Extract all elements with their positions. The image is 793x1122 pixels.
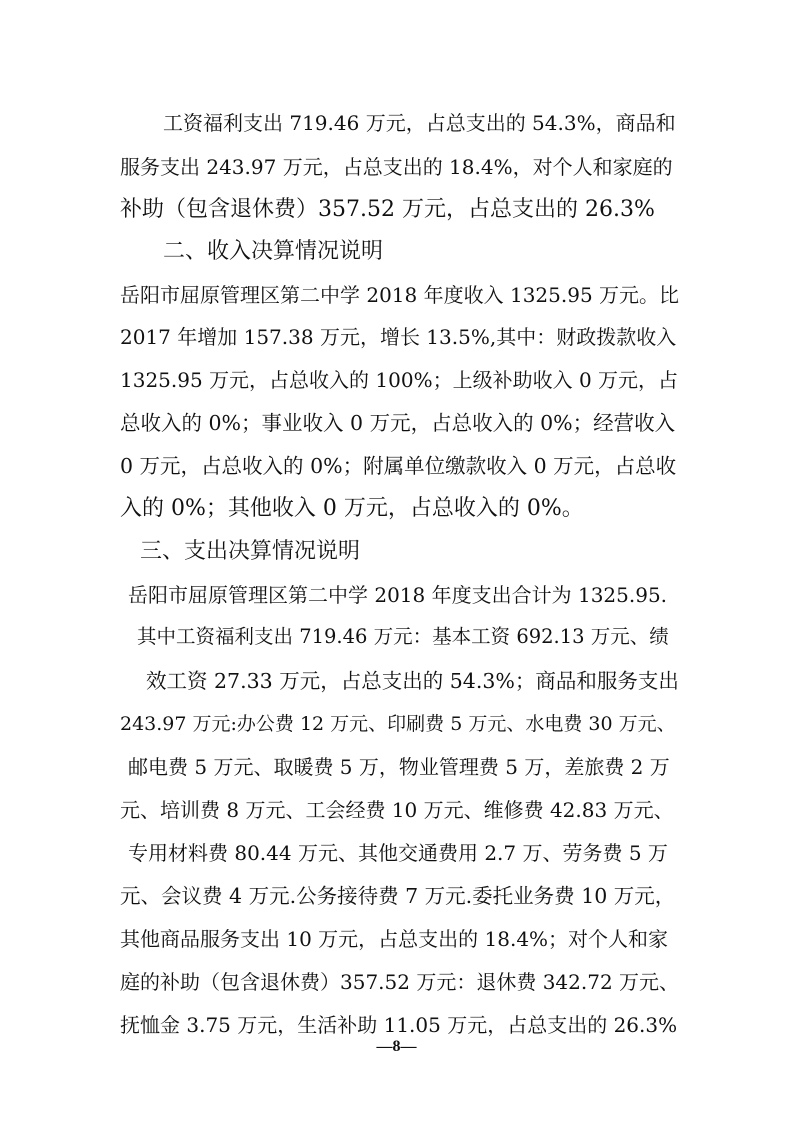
paragraph-line: 庭的补助（包含退休费）357.52 万元：退休费 342.72 万元、 <box>120 970 680 994</box>
paragraph-line: 邮电费 5 万元、取暖费 5 万，物业管理费 5 万，差旅费 2 万 <box>128 755 670 779</box>
paragraph-line: 0 万元，占总收入的 0%；附属单位缴款收入 0 万元，占总收 <box>120 454 677 478</box>
paragraph-line: 效工资 27.33 万元，占总支出的 54.3%；商品和服务支出 <box>146 669 679 693</box>
paragraph-line: 其中工资福利支出 719.46 万元：基本工资 692.13 万元、绩 <box>137 625 669 648</box>
paragraph-line: 专用材料费 80.44 万元、其他交通费用 2.7 万、劳务费 5 万 <box>128 841 668 865</box>
paragraph-line: 2017 年增加 157.38 万元，增长 13.5%,其中：财政拨款收入 <box>120 325 677 349</box>
paragraph-line: 抚恤金 3.75 万元，生活补助 11.05 万元，占总支出的 26.3% <box>120 1013 678 1037</box>
paragraph-line: 岳阳市屈原管理区第二中学 2018 年度收入 1325.95 万元。比 <box>120 283 680 307</box>
paragraph-line: 243.97 万元:办公费 12 万元、印刷费 5 万元、水电费 30 万元、 <box>120 713 676 735</box>
paragraph-line: 其他商品服务支出 10 万元，占总支出的 18.4%；对个人和家 <box>120 927 669 951</box>
paragraph-line: 入的 0%；其他收入 0 万元，占总收入的 0%。 <box>120 496 584 521</box>
paragraph-line: 总收入的 0%；事业收入 0 万元，占总收入的 0%；经营收入 <box>120 411 676 435</box>
section-heading-expenditure: 三、支出决算情况说明 <box>140 539 361 564</box>
paragraph-line: 补助（包含退休费）357.52 万元，占总支出的 26.3% <box>120 197 655 222</box>
paragraph-line: 元、培训费 8 万元、工会经费 10 万元、维修费 42.83 万元、 <box>120 798 674 822</box>
paragraph-line: 服务支出 243.97 万元，占总支出的 18.4%，对个人和家庭的 <box>120 155 673 179</box>
paragraph-line: 元、会议费 4 万元.公务接待费 7 万元.委托业务费 10 万元， <box>120 884 676 908</box>
paragraph-line: 工资福利支出 719.46 万元，占总支出的 54.3%，商品和 <box>163 111 676 135</box>
page-number: —8— <box>376 1038 417 1055</box>
section-heading-income: 二、收入决算情况说明 <box>163 239 384 264</box>
paragraph-line: 岳阳市屈原管理区第二中学 2018 年度支出合计为 1325.95. <box>128 583 668 607</box>
paragraph-line: 1325.95 万元，占总收入的 100%；上级补助收入 0 万元，占 <box>120 368 679 392</box>
